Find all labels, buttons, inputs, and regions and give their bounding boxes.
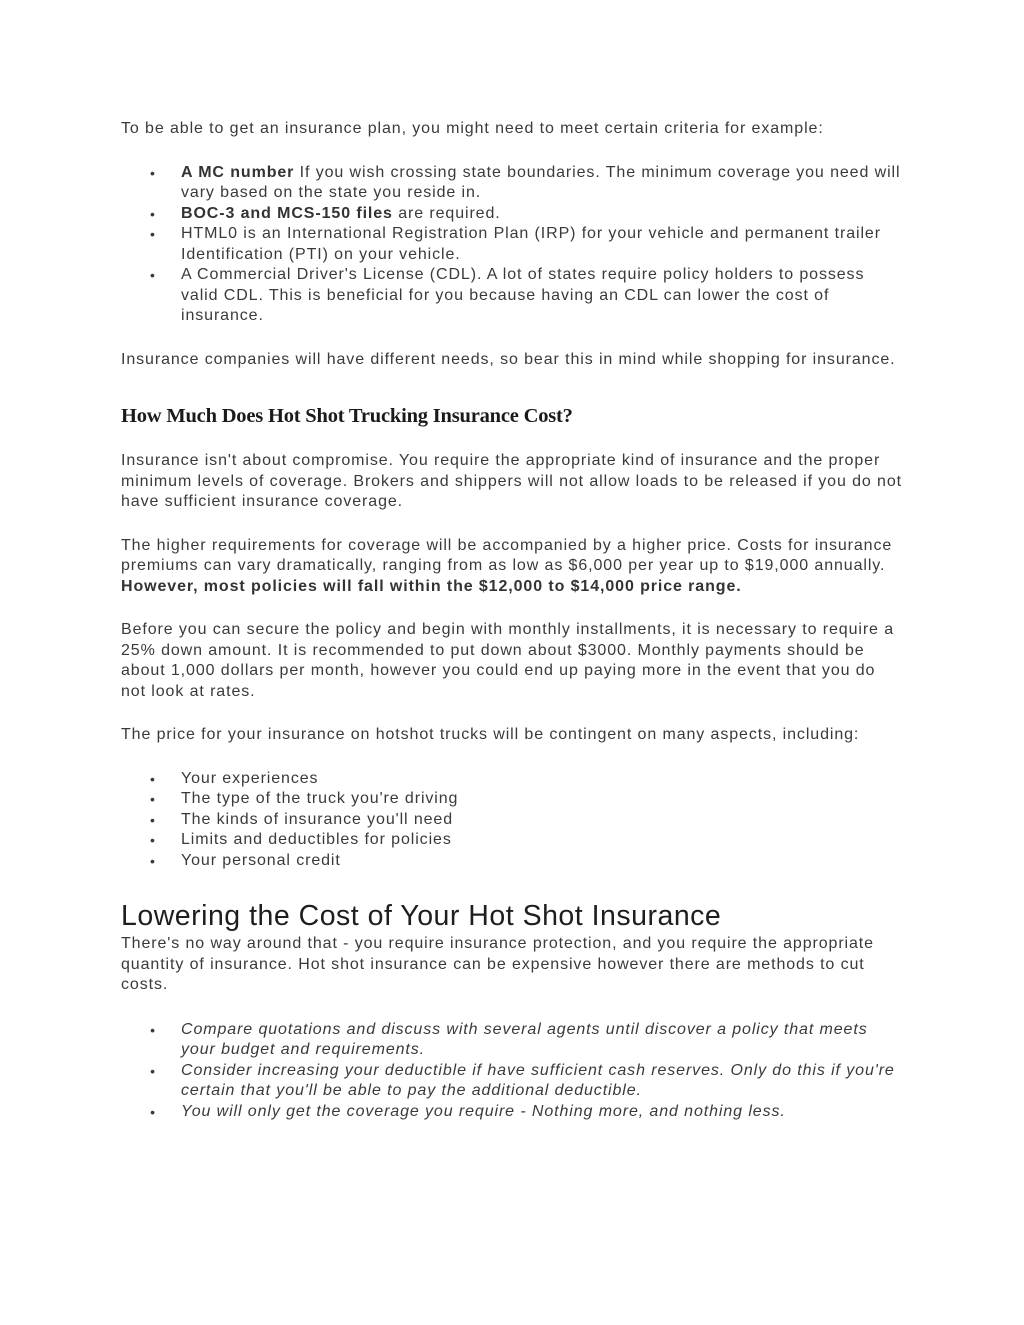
aspect-text: The type of the truck you're driving xyxy=(181,790,459,807)
bullet-icon: • xyxy=(150,852,156,869)
bullet-icon: • xyxy=(150,164,156,181)
criteria-text: If you wish crossing state boundaries. The minimum coverage you need will vary based on the state you reside in. xyxy=(181,163,901,201)
list-item xyxy=(150,769,905,790)
list-item xyxy=(150,1102,905,1123)
criteria-text: are required. xyxy=(392,204,501,222)
lowering-paragraph: There's no way around that - you require insurance protection, and you require the appropriate quantity of insurance. Hot shot insurance can be expensive however there are methods to cut costs. xyxy=(121,935,874,993)
aspects-intro-paragraph: The price for your insurance on hotshot trucks will be contingent on many aspects, including: xyxy=(121,726,860,743)
aspect-text: Limits and deductibles for policies xyxy=(181,831,452,848)
bullet-icon: • xyxy=(150,1062,156,1079)
criteria-bold: BOC-3 and MCS-150 files xyxy=(181,204,393,222)
needs-paragraph: Insurance companies will have different needs, so bear this in mind while shopping for insurance. xyxy=(121,350,896,368)
criteria-text: A Commercial Driver's License (CDL). A lot of states require policy holders to possess valid CDL. This is beneficial for you because having an CDL can lower the cost of insurance. xyxy=(181,266,865,324)
bullet-icon: • xyxy=(150,770,156,787)
bullet-icon: • xyxy=(150,267,156,283)
list-item xyxy=(150,1061,905,1102)
aspect-text: Your experiences xyxy=(181,769,319,787)
list-item xyxy=(150,789,905,810)
criteria-list xyxy=(121,163,905,327)
criteria-bold: A MC number xyxy=(181,163,295,181)
intro-paragraph: To be able to get an insurance plan, you might need to meet certain criteria for example: xyxy=(121,120,824,137)
list-item xyxy=(150,265,905,327)
list-item xyxy=(150,851,905,872)
tip-text: Consider increasing your deductible if have sufficient cash reserves. Only do this if you're certain that you'll be able to pay the additional deductible. xyxy=(181,1061,895,1099)
bullet-icon: • xyxy=(150,226,156,242)
tip-text: You will only get the coverage you require - Nothing more, and nothing less. xyxy=(181,1102,786,1120)
price-text: The higher requirements for coverage will be accompanied by a higher price. Costs for insurance premiums can vary dramatically, ranging from as low as $6,000 per year up to $19,000 annually. xyxy=(121,536,893,574)
list-item xyxy=(150,1020,905,1061)
bullet-icon: • xyxy=(150,1103,156,1120)
list-item xyxy=(150,224,905,265)
bullet-icon: • xyxy=(150,811,156,828)
tips-list xyxy=(121,1020,905,1123)
aspects-list xyxy=(121,769,905,872)
aspect-text: Your personal credit xyxy=(181,851,341,869)
bullet-icon: • xyxy=(150,791,156,807)
bullet-icon: • xyxy=(150,1021,156,1038)
aspect-text: The kinds of insurance you'll need xyxy=(181,810,454,828)
cost-heading: How Much Does Hot Shot Trucking Insurance Cost? xyxy=(121,405,573,427)
price-paragraph xyxy=(121,536,905,598)
bullet-icon: • xyxy=(150,832,156,848)
list-item xyxy=(150,204,905,225)
bullet-icon: • xyxy=(150,205,156,222)
compromise-paragraph: Insurance isn't about compromise. You require the appropriate kind of insurance and the proper minimum levels of coverage. Brokers and shippers will not allow loads to be released if you do not have sufficient insurance coverage. xyxy=(121,452,902,510)
list-item xyxy=(150,810,905,831)
criteria-text: HTML0 is an International Registration Plan (IRP) for your vehicle and permanent trailer Identification (PTI) on your vehicle. xyxy=(181,225,881,263)
list-item xyxy=(150,830,905,851)
lowering-heading: Lowering the Cost of Your Hot Shot Insurance xyxy=(121,900,722,932)
price-range-bold: However, most policies will fall within the $12,000 to $14,000 price range. xyxy=(121,577,742,595)
tip-text: Compare quotations and discuss with several agents until discover a policy that meets your budget and requirements. xyxy=(181,1020,868,1058)
list-item xyxy=(150,163,905,204)
document-page xyxy=(121,119,905,1145)
down-payment-paragraph: Before you can secure the policy and begin with monthly installments, it is necessary to require a 25% down amount. It is recommended to put down about $3000. Monthly payments should be about 1,000 dollars per month, however you could end up paying more in the event that you do not look at rates. xyxy=(121,621,894,700)
